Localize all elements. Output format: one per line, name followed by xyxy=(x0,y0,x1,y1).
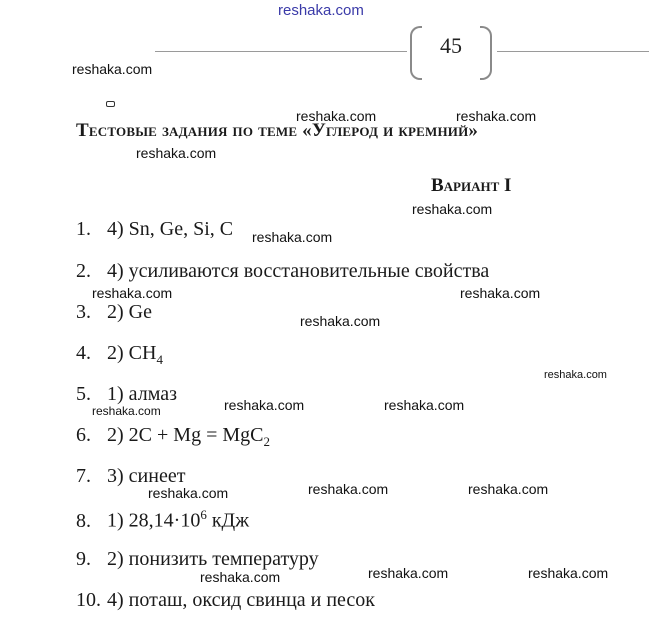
watermark: reshaka.com xyxy=(368,565,449,581)
answer-superscript: 6 xyxy=(200,507,207,522)
answer-subscript: 4 xyxy=(156,352,163,367)
answer-number: 2. xyxy=(76,260,91,282)
answer-text: 2) понизить температуру xyxy=(107,548,319,570)
watermark: reshaka.com xyxy=(200,569,281,585)
watermark-top: reshaka.com xyxy=(278,2,364,19)
answer-item xyxy=(76,589,375,612)
answer-number: 3. xyxy=(76,301,91,323)
watermark: reshaka.com xyxy=(72,61,153,77)
watermark: reshaka.com xyxy=(412,201,493,217)
watermark: reshaka.com xyxy=(92,285,173,301)
answer-item xyxy=(76,218,233,241)
answer-number: 8. xyxy=(76,509,91,532)
variant-heading: Вариант I xyxy=(431,175,512,196)
answer-item xyxy=(76,507,249,533)
watermark: reshaka.com xyxy=(136,145,217,161)
watermark: reshaka.com xyxy=(148,485,229,501)
answer-number: 6. xyxy=(76,424,91,446)
page-number: 45 xyxy=(440,33,462,58)
watermark: reshaka.com xyxy=(224,397,305,413)
watermark: reshaka.com xyxy=(528,565,609,581)
answer-number: 7. xyxy=(76,465,91,487)
answer-subscript: 2 xyxy=(263,434,270,449)
watermark: reshaka.com xyxy=(308,481,389,497)
answer-text: 2) 2C + Mg = MgC xyxy=(107,424,264,446)
header-rule-right xyxy=(497,51,649,52)
watermark: reshaka.com xyxy=(460,285,541,301)
page-number-box xyxy=(410,26,492,78)
answer-item xyxy=(76,548,319,571)
header-rule-left xyxy=(155,51,407,52)
answer-text: 3) синеет xyxy=(107,465,186,487)
watermark: reshaka.com xyxy=(384,397,465,413)
answer-text: 4) усиливаются восстановительные свойства xyxy=(107,260,490,282)
watermark: reshaka.com xyxy=(456,108,537,124)
page-title: Тестовые задания по теме «Углерод и кремний» xyxy=(76,120,479,141)
bullet-mark xyxy=(106,101,115,107)
answer-text: 2) Ge xyxy=(107,301,152,323)
watermark: reshaka.com xyxy=(252,229,333,245)
answer-item xyxy=(76,260,489,283)
answer-number: 4. xyxy=(76,342,91,364)
answer-unit: кДж xyxy=(206,509,250,532)
answer-item xyxy=(76,342,163,368)
answer-text: 1) 28,14·10 xyxy=(107,509,201,532)
watermark: reshaka.com xyxy=(296,108,377,124)
answer-number: 9. xyxy=(76,548,91,570)
answer-text: 2) CH xyxy=(107,342,157,364)
answer-item xyxy=(76,424,270,450)
answer-item xyxy=(76,383,177,406)
watermark: reshaka.com xyxy=(468,481,549,497)
answer-text: 1) алмаз xyxy=(107,383,177,405)
answer-text: 4) Sn, Ge, Si, C xyxy=(107,218,234,240)
answer-number: 1. xyxy=(76,218,91,240)
watermark: reshaka.com xyxy=(300,313,381,329)
answer-item xyxy=(76,301,152,324)
answer-number: 5. xyxy=(76,383,91,405)
watermark: reshaka.com xyxy=(544,369,607,381)
answer-text: 4) поташ, оксид свинца и песок xyxy=(107,589,376,611)
watermark: reshaka.com xyxy=(92,404,161,418)
answer-number: 10. xyxy=(76,589,101,611)
